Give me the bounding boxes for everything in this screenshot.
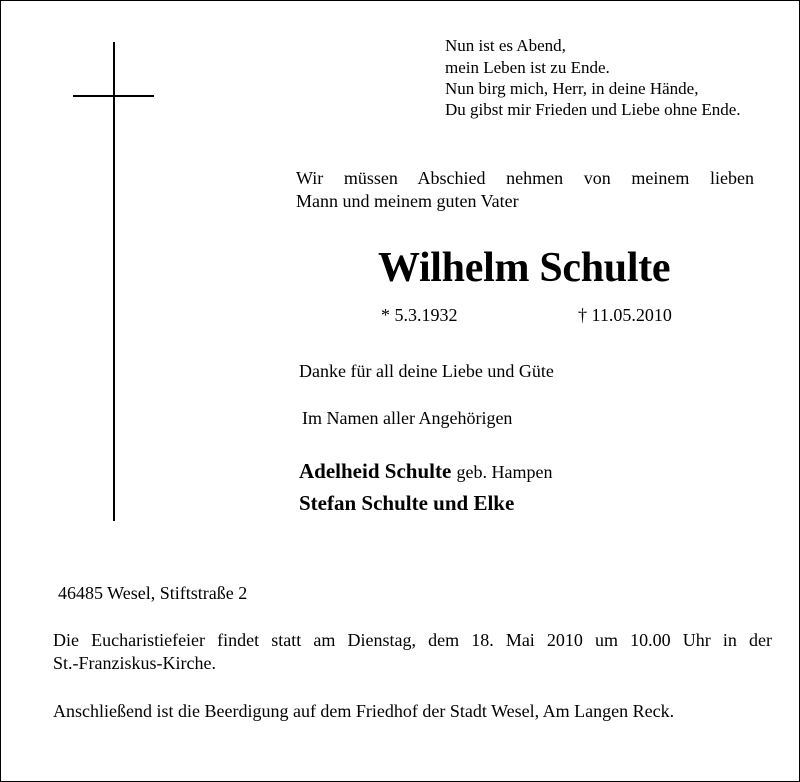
poem-line-3: Nun birg mich, Herr, in deine Hände, [445,79,699,98]
birth-date: * 5.3.1932 [381,305,458,325]
thanks-line: Danke für all deine Liebe und Güte [299,361,554,381]
poem-line-2: mein Leben ist zu Ende. [445,58,610,77]
mass-line-1: Die Eucharistiefeier findet statt am Dienstag, dem 18. Mai 2010 um 10.00 Uhr in der [53,630,772,650]
death-date: † 11.05.2010 [578,305,672,325]
cross-vertical-bar [113,42,115,521]
mass-line-2: St.-Franziskus-Kirche. [53,653,216,673]
deceased-name: Wilhelm Schulte [378,245,671,291]
relative-1-name: Adelheid Schulte [299,459,452,483]
poem-line-1: Nun ist es Abend, [445,36,566,55]
address: 46485 Wesel, Stiftstraße 2 [58,583,248,603]
cross-horizontal-bar [73,95,154,97]
relative-1 [299,459,553,484]
family-note: Im Namen aller Angehörigen [302,408,513,428]
burial-line: Anschließend ist die Beerdigung auf dem Friedhof der Stadt Wesel, Am Langen Reck. [53,701,675,721]
relative-2: Stefan Schulte und Elke [299,491,515,515]
intro-line-1: Wir müssen Abschied nehmen von meinem lieben [296,168,754,188]
intro-line-2: Mann und meinem guten Vater [296,191,519,211]
poem-line-4: Du gibst mir Frieden und Liebe ohne Ende. [445,100,741,119]
relative-1-nee: geb. Hampen [456,462,553,482]
